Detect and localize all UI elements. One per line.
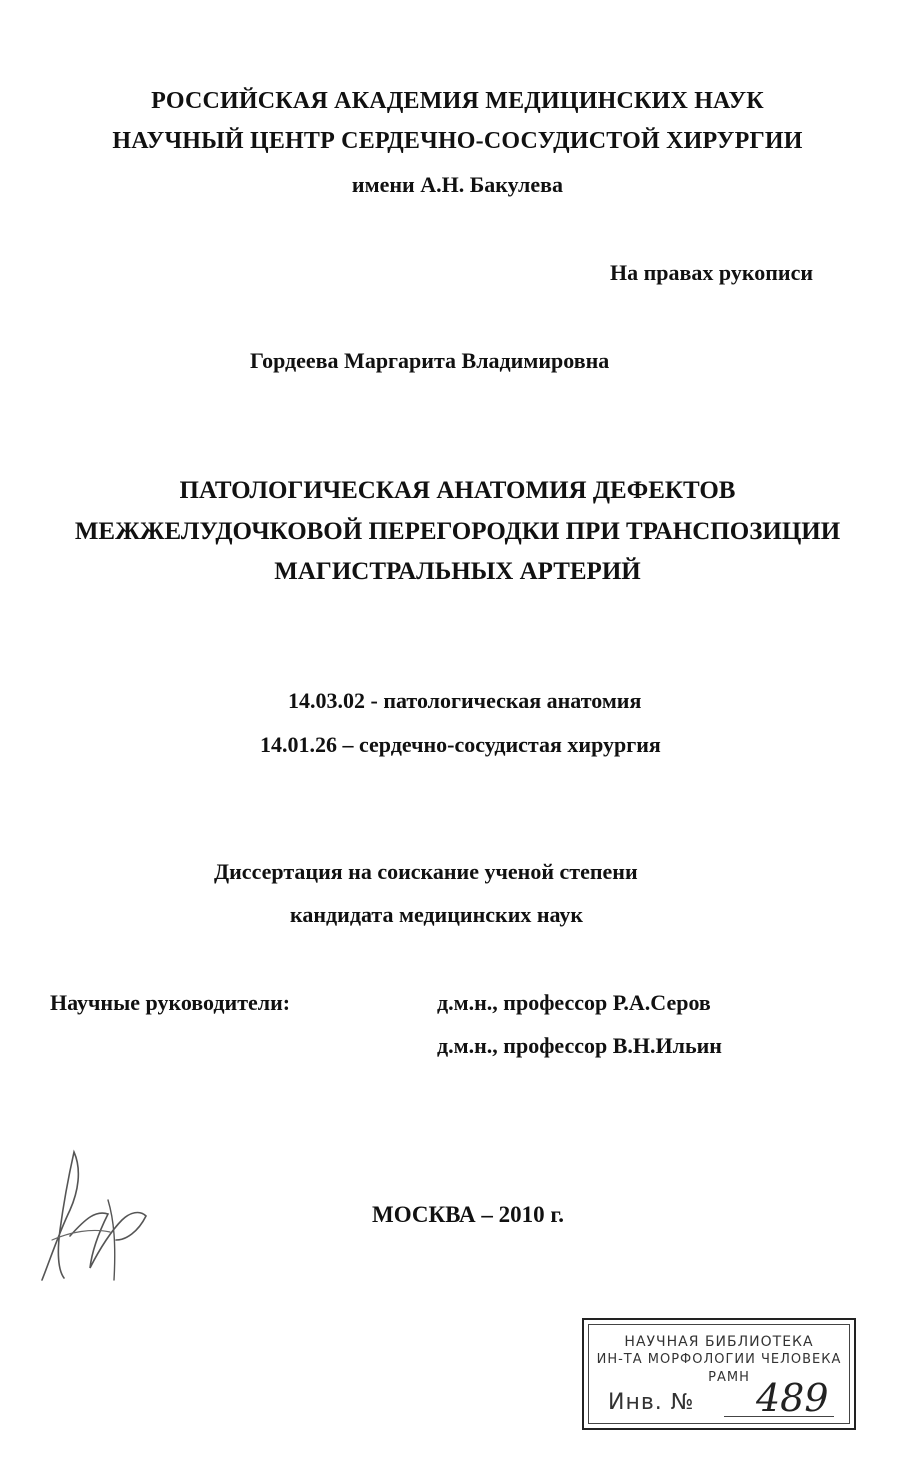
library-stamp <box>582 1318 856 1430</box>
specialty-line: 14.03.02 - патологическая анатомия <box>288 688 642 713</box>
stamp-library-name: НАУЧНАЯ БИБЛИОТЕКА <box>624 1334 814 1350</box>
supervisors-label: Научные руководители: <box>50 990 291 1015</box>
stamp-academy-abbrev: РАМН <box>708 1370 750 1385</box>
dissertation-title-line-2: МЕЖЖЕЛУДОЧКОВОЙ ПЕРЕГОРОДКИ ПРИ ТРАНСПОЗИЦИИ <box>74 518 841 545</box>
named-after: имени А.Н. Бакулева <box>351 172 564 197</box>
handwritten-signature <box>30 1140 160 1290</box>
center-name: НАУЧНЫЙ ЦЕНТР СЕРДЕЧНО-СОСУДИСТОЙ ХИРУРГИИ <box>112 128 803 154</box>
supervisor-name: д.м.н., профессор Р.А.Серов <box>437 990 711 1015</box>
supervisor-name: д.м.н., профессор В.Н.Ильин <box>437 1033 722 1058</box>
dissertation-title-line-3: МАГИСТРАЛЬНЫХ АРТЕРИЙ <box>274 558 641 585</box>
degree-line-1: Диссертация на соискание ученой степени <box>214 859 638 884</box>
manuscript-note: На правах рукописи <box>610 260 814 285</box>
stamp-institute-name: ИН-ТА МОРФОЛОГИИ ЧЕЛОВЕКА <box>596 1352 842 1367</box>
author-name: Гордеева Маргарита Владимировна <box>250 348 610 373</box>
specialty-line: 14.01.26 – сердечно-сосудистая хирургия <box>260 732 661 757</box>
city-year: МОСКВА – 2010 г. <box>372 1202 565 1227</box>
degree-line-2: кандидата медицинских наук <box>290 902 584 927</box>
stamp-inventory-label: Инв. № <box>608 1390 695 1415</box>
stamp-underline <box>724 1416 834 1417</box>
academy-name: РОССИЙСКАЯ АКАДЕМИЯ МЕДИЦИНСКИХ НАУК <box>151 88 764 114</box>
stamp-inventory-number: 489 <box>756 1376 829 1420</box>
dissertation-title-line-1: ПАТОЛОГИЧЕСКАЯ АНАТОМИЯ ДЕФЕКТОВ <box>179 477 736 504</box>
